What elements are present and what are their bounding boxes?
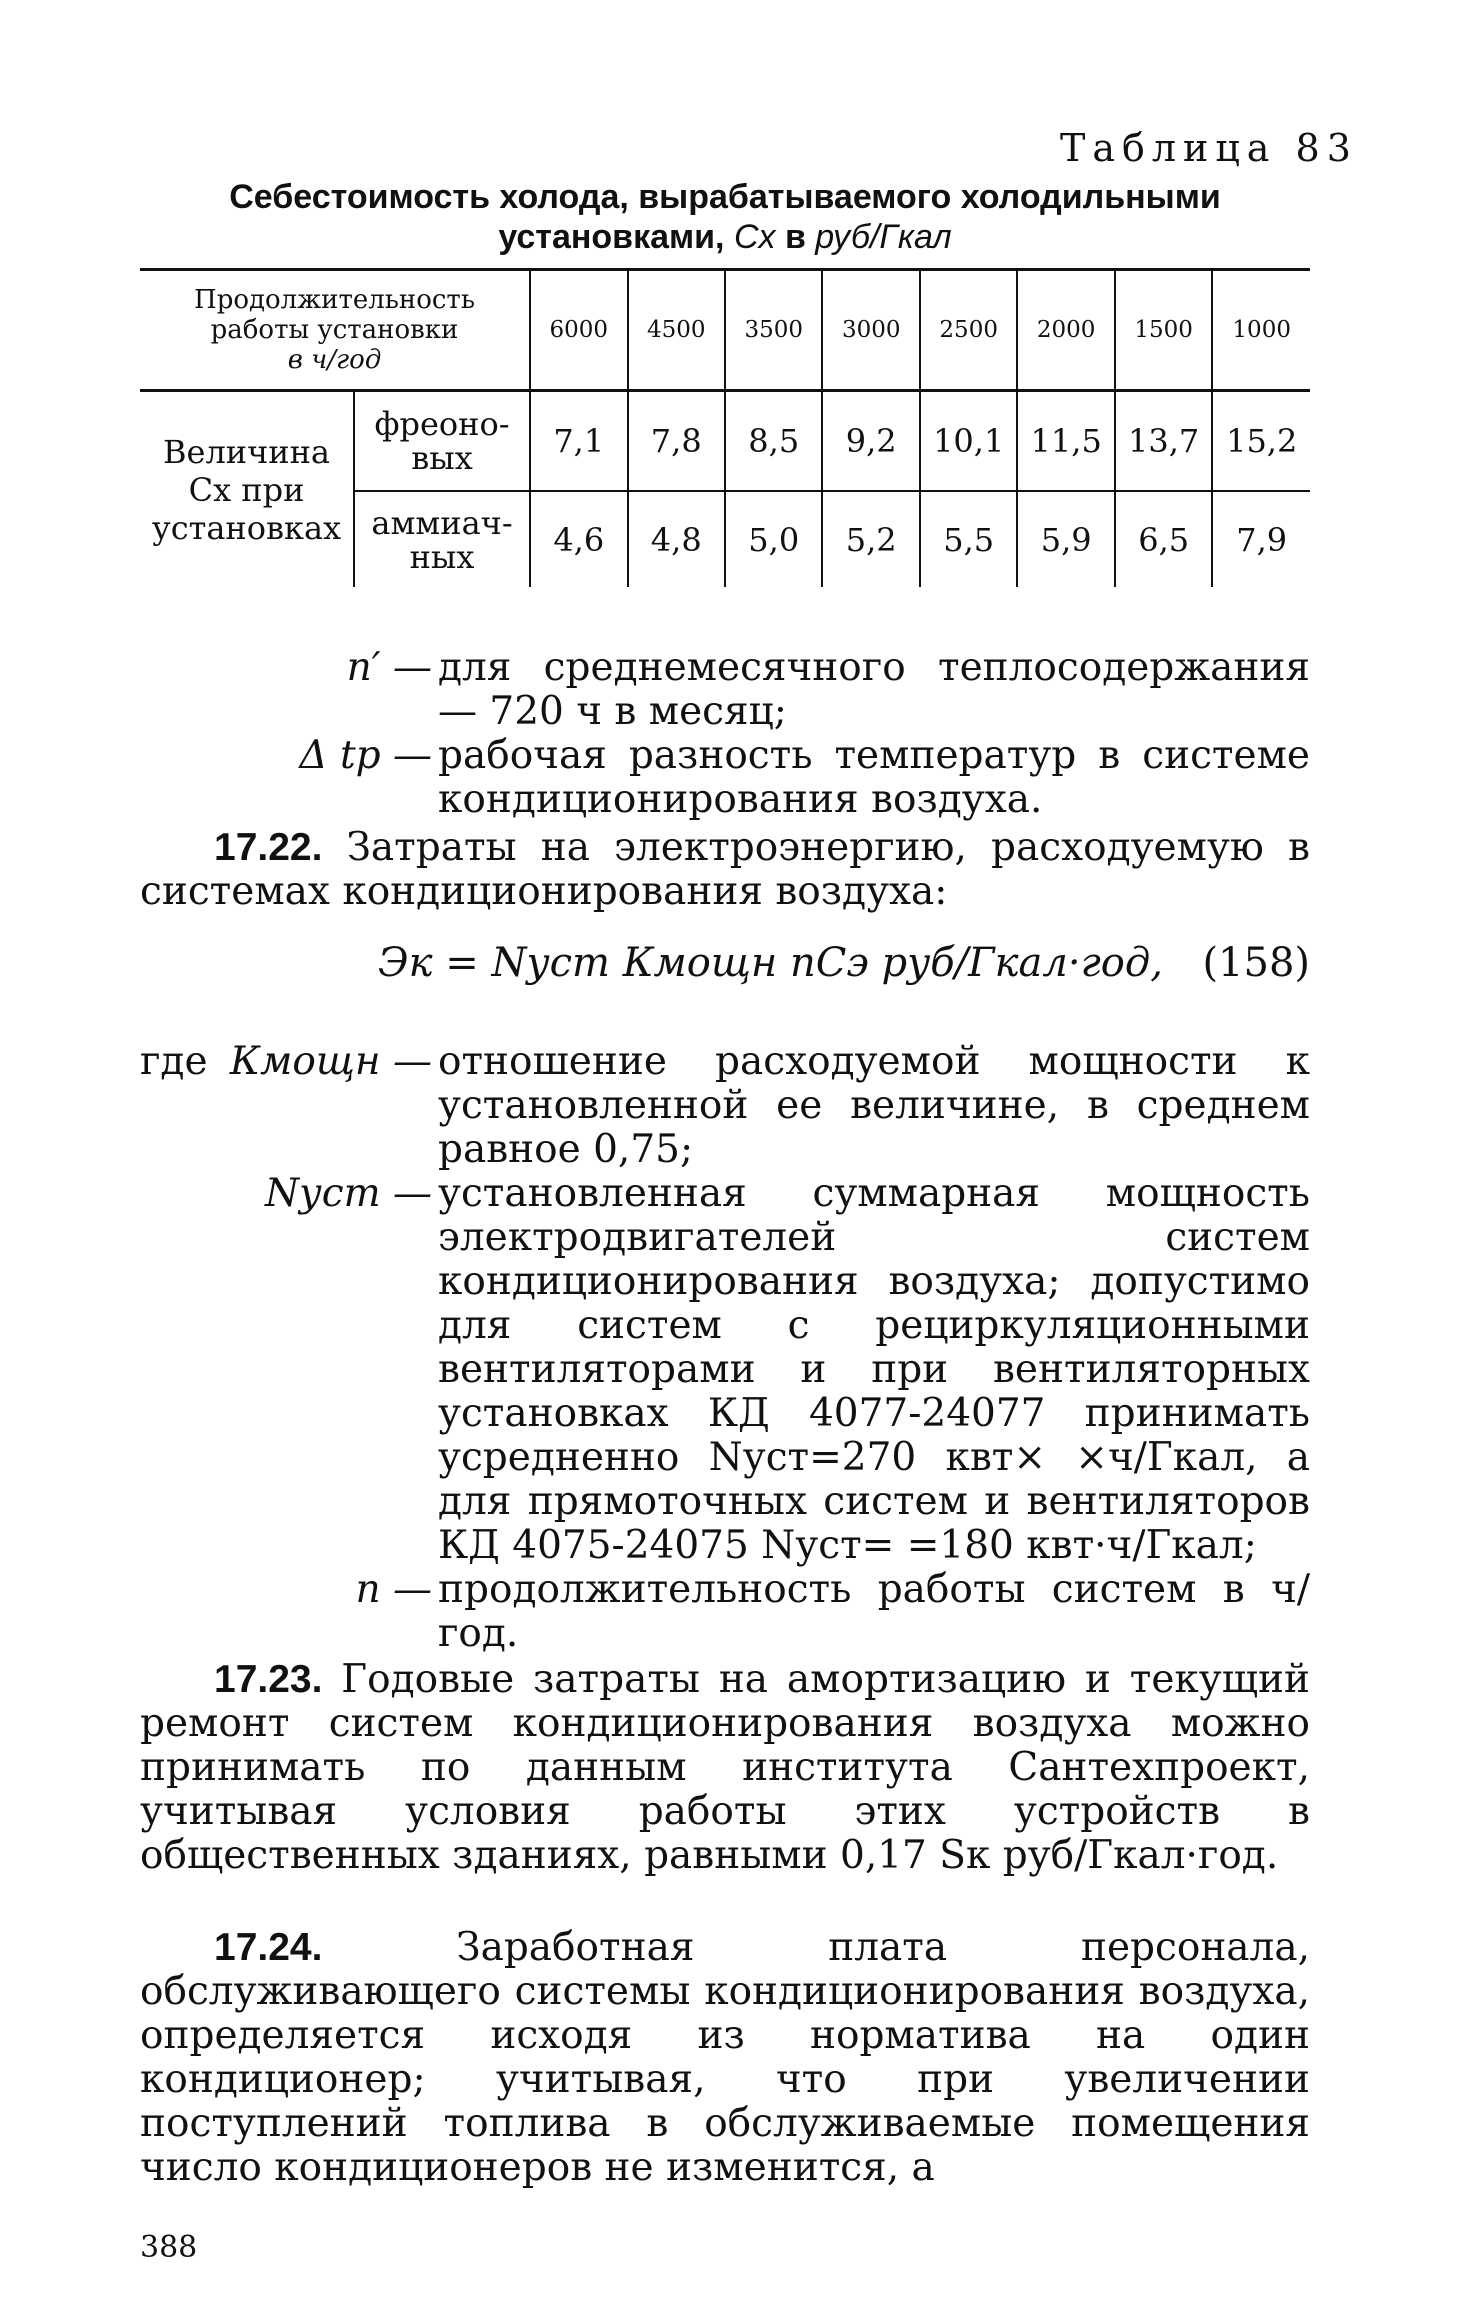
definition-term: n′ — [346, 645, 432, 690]
paragraph-17-22: 17.22. Затраты на электроэнергию, расходуемую в системах кондиционирования воздуха: [140, 825, 1310, 914]
definition-text: продолжительность работы систем в ч/год. [438, 1567, 1310, 1656]
formula-number: (158) [1202, 940, 1310, 986]
table-cell: 7,9 [1212, 491, 1310, 587]
definition-text: для среднемесячного теплосодержания — 720 ч в месяц; [438, 645, 1310, 734]
col-header: 3000 [822, 270, 919, 391]
table-caption-line1: Себестоимость холода, вырабатываемого холодильными [229, 178, 1221, 216]
definitions-mid [140, 1040, 1310, 1656]
col-header: 2000 [1017, 270, 1114, 391]
definition-text: установленная суммарная мощность электродвигателей систем кондиционирования воздуха; допустимо для систем с рециркуляционными вентиляторами и при вентиляторных установках КД 4077-24077 принимать усредненно Nуст=270 квт× ×ч/Гкал, а для прямоточных систем и вентиляторов КД 4075-24075 Nуст= =180 квт·ч/Гкал; [438, 1171, 1310, 1568]
row-group-label: Величина Cх при установках [140, 391, 354, 588]
col-header: 1500 [1115, 270, 1212, 391]
table-cell: 7,8 [628, 391, 725, 492]
definition-item [140, 1040, 1310, 1172]
paragraph-17-23: 17.23. Годовые затраты на амортизацию и текущий ремонт систем кондиционирования воздуха можно принимать по данным института Сантехпроект, учитывая условия работы этих устройств в общественных зданиях, равными 0,17 Sк руб/Гкал·год. [140, 1657, 1310, 1878]
col-header: 4500 [628, 270, 725, 391]
table-cell: 5,5 [920, 491, 1017, 587]
row-label-ammonia: аммиач- ных [354, 491, 530, 587]
table-cell: 11,5 [1017, 391, 1114, 492]
table-cell: 10,1 [920, 391, 1017, 492]
table-cell: 9,2 [822, 391, 919, 492]
where-word: где [140, 1039, 208, 1084]
definition-item [140, 734, 1310, 822]
definition-term: Кмощн — [229, 1039, 432, 1084]
table-caption-line2: установками, Cх в руб/Гкал [498, 218, 952, 256]
table-cell: 6,5 [1115, 491, 1212, 587]
col-header: 3500 [725, 270, 822, 391]
table-cell: 4,6 [530, 491, 627, 587]
formula-expression: Эк = Nуст Кмощн nCэ руб/Гкал·год, [378, 940, 1163, 986]
col-header: 1000 [1212, 270, 1310, 391]
definition-item [140, 646, 1310, 734]
table-cell: 5,9 [1017, 491, 1114, 587]
table-cell: 13,7 [1115, 391, 1212, 492]
table-row-freon [140, 391, 1310, 492]
definition-term: n — [355, 1567, 432, 1612]
cost-table [140, 268, 1310, 587]
table-number: Таблица 83 [1060, 126, 1358, 170]
definition-term: Δ tр — [299, 733, 432, 778]
page-number: 388 [140, 2230, 198, 2265]
table-cell: 15,2 [1212, 391, 1310, 492]
paragraph-17-24: 17.24. Заработная плата персонала, обслуживающего системы кондиционирования воздуха, определяется исходя из норматива на один кондиционер; учитывая, что при увеличении поступлений топлива в обслуживаемые помещения число кондиционеров не изменится, а [140, 1925, 1310, 2190]
table-header-row [140, 270, 1310, 391]
col-header: 6000 [530, 270, 627, 391]
definition-item [140, 1568, 1310, 1656]
definition-text: рабочая разность температур в системе кондиционирования воздуха. [438, 733, 1310, 822]
definitions-top [140, 646, 1310, 822]
col-header: 2500 [920, 270, 1017, 391]
definition-term: Nуст — [265, 1171, 432, 1216]
definition-text: отношение расходуемой мощности к установленной ее величине, в среднем равное 0,75; [438, 1039, 1310, 1172]
table-cell: 7,1 [530, 391, 627, 492]
definition-item [140, 1172, 1310, 1568]
table-cell: 8,5 [725, 391, 822, 492]
row-label-freon: фреоно- вых [354, 391, 530, 492]
table-cell: 5,2 [822, 491, 919, 587]
table-cell: 4,8 [628, 491, 725, 587]
duration-header: Продолжительность работы установки в ч/год [140, 270, 530, 391]
table-cell: 5,0 [725, 491, 822, 587]
